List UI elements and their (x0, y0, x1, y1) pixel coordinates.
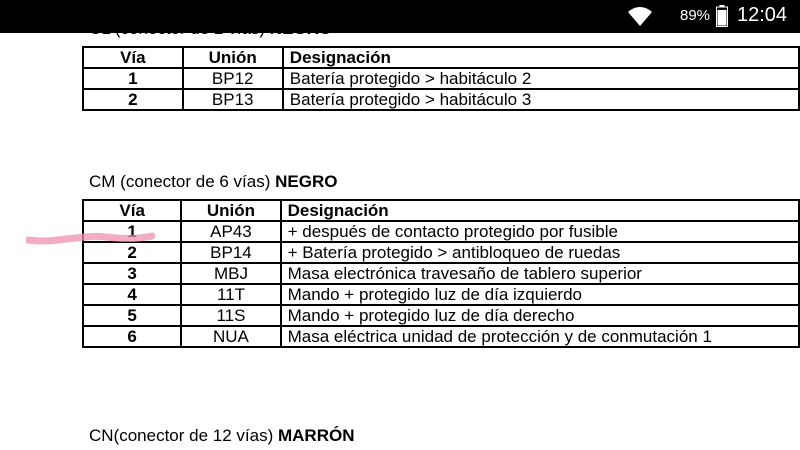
cell-via: 1 (83, 221, 181, 242)
cell-designacion: Mando + protegido luz de día izquierdo (281, 284, 799, 305)
table-row (83, 326, 799, 347)
cell-designacion: + Batería protegido > antibloqueo de ruedas (281, 242, 799, 263)
cell-designacion: Batería protegido > habitáculo 3 (283, 89, 799, 110)
status-bar (0, 0, 800, 33)
header-union: Unión (183, 47, 283, 68)
battery-icon (716, 5, 728, 27)
cell-via: 3 (83, 263, 181, 284)
table-row (83, 221, 799, 242)
cell-via: 2 (83, 242, 181, 263)
cell-union: NUA (181, 326, 280, 347)
cell-union: 11T (181, 284, 280, 305)
cell-designacion: Mando + protegido luz de día derecho (281, 305, 799, 326)
table-header-row (83, 200, 799, 221)
cell-designacion: Batería protegido > habitáculo 2 (283, 68, 799, 89)
section-title-cn: CN(conector de 12 vías) MARRÓN (89, 426, 355, 445)
cell-union: AP43 (181, 221, 280, 242)
table-row (83, 263, 799, 284)
table-row (83, 242, 799, 263)
header-via: Vía (83, 200, 181, 221)
header-union: Unión (181, 200, 280, 221)
cell-union: BP14 (181, 242, 280, 263)
table-row (83, 89, 799, 110)
cell-via: 5 (83, 305, 181, 326)
cell-via: 2 (83, 89, 183, 110)
table-header-row (83, 47, 799, 68)
clock: 12:04 (737, 4, 788, 26)
header-designacion: Designación (281, 200, 799, 221)
cell-union: 11S (181, 305, 280, 326)
highlighter-mark (26, 228, 156, 248)
cell-via: 6 (83, 326, 181, 347)
cell-designacion: + después de contacto protegido por fusible (281, 221, 799, 242)
cell-via: 1 (83, 68, 183, 89)
wifi-icon (627, 4, 653, 28)
section-title-cm: CM (conector de 6 vías) NEGRO (89, 172, 338, 191)
header-designacion: Designación (283, 47, 799, 68)
cell-union: MBJ (181, 263, 280, 284)
connector-table-cm (82, 199, 800, 348)
cell-designacion: Masa eléctrica unidad de protección y de conmutación 1 (281, 326, 799, 347)
connector-table-cl (82, 46, 800, 111)
table-row (83, 284, 799, 305)
table-row (83, 68, 799, 89)
cell-union: BP13 (183, 89, 283, 110)
battery-percent: 89% (680, 7, 711, 24)
header-via: Vía (83, 47, 183, 68)
cell-designacion: Masa electrónica travesaño de tablero superior (281, 263, 799, 284)
cell-via: 4 (83, 284, 181, 305)
table-row (83, 305, 799, 326)
cell-union: BP12 (183, 68, 283, 89)
